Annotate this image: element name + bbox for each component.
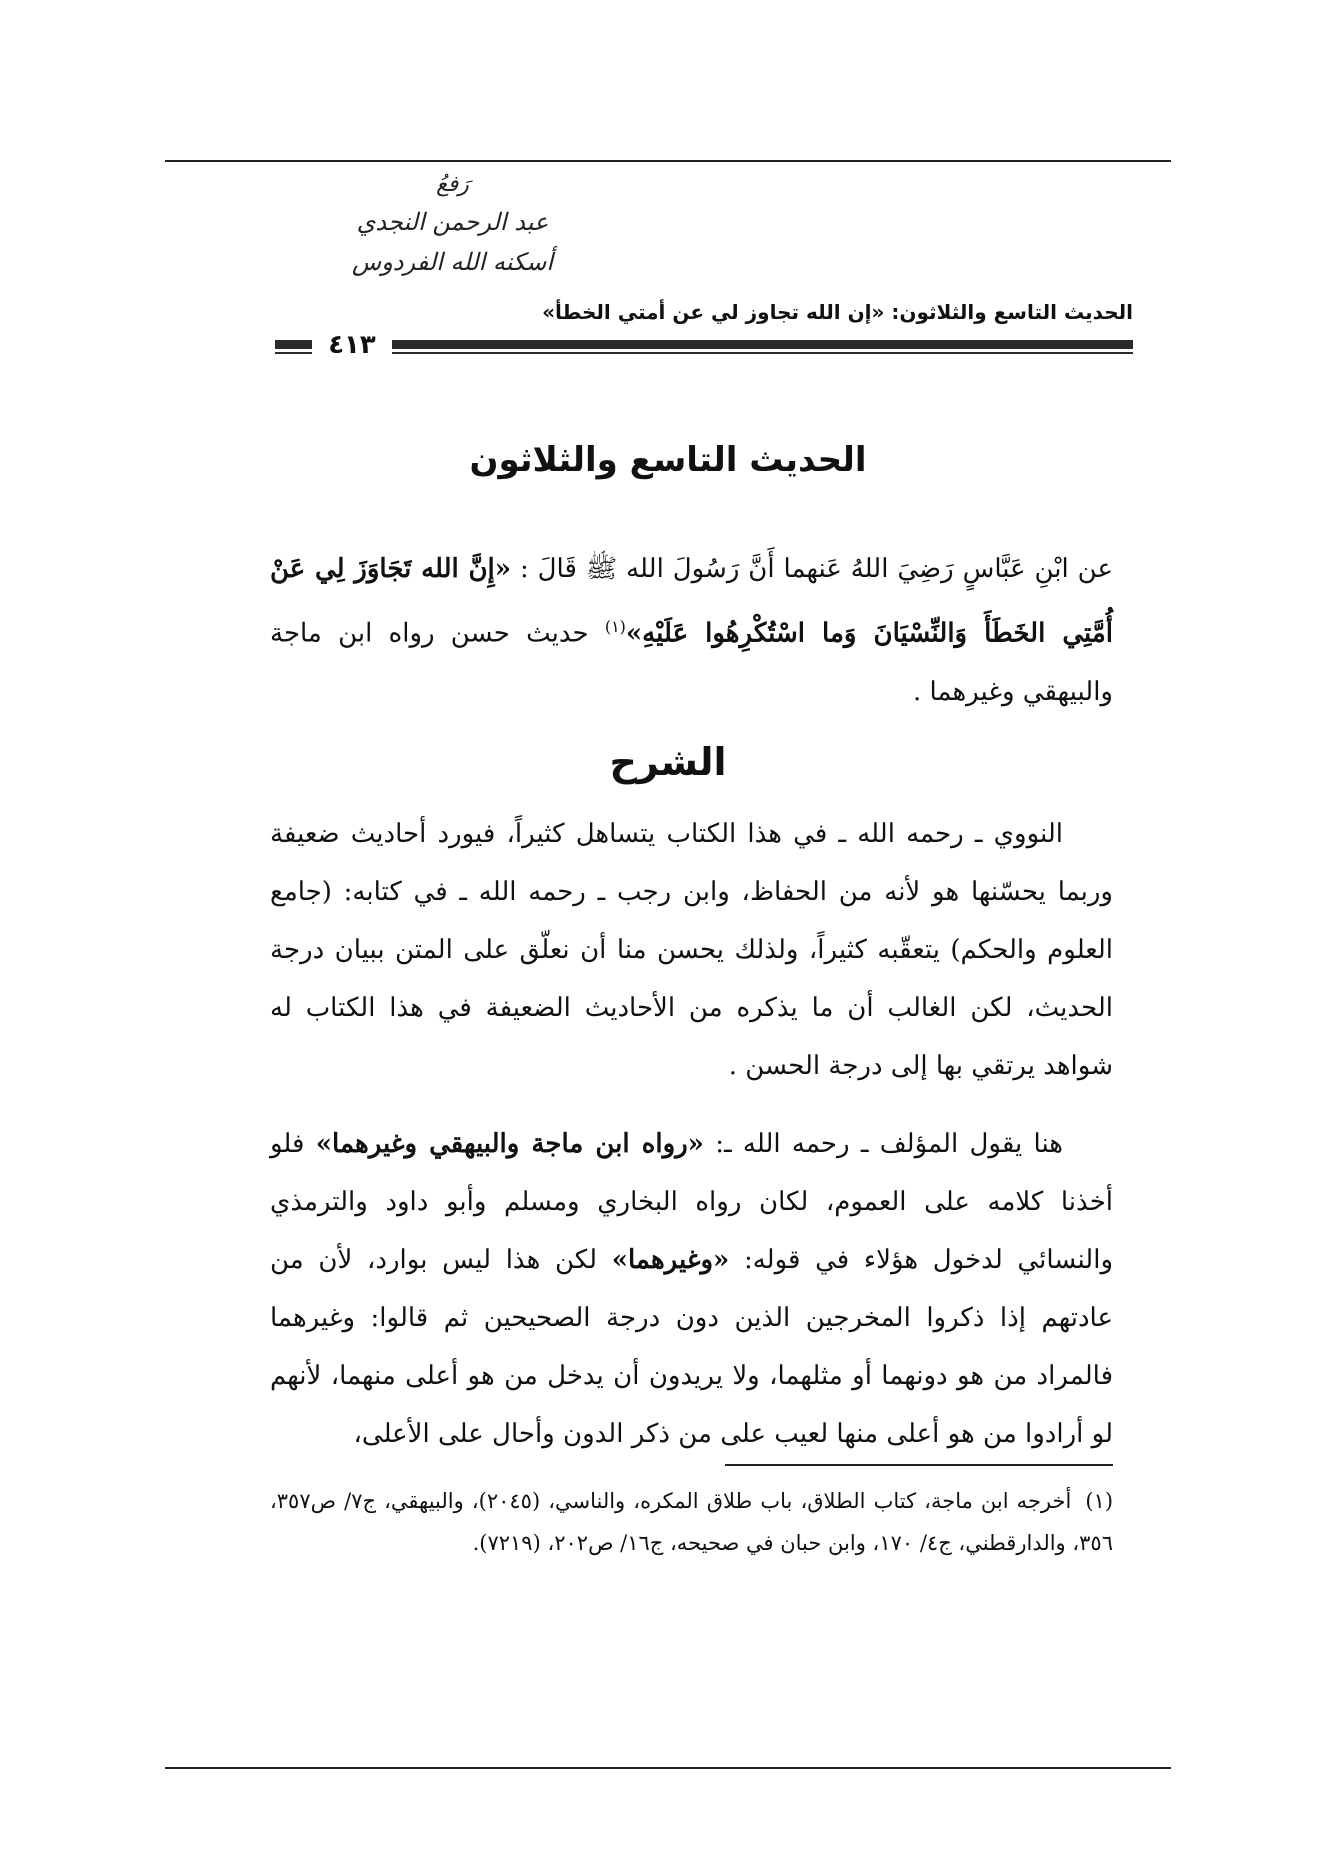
hadith-intro: عن ابْنِ عَبَّاسٍ رَضِيَ اللهُ عَنهما أَنَّ رَسُولَ الله ﷺ قَالَ : [511, 554, 1113, 584]
sharh-title: الشرح [609, 740, 727, 784]
paragraph-2-quote-1: «رواه ابن ماجة والبيهقي وغيرهما» [315, 1129, 704, 1159]
paragraph-2-quote-2: «وغيرهما» [611, 1245, 730, 1275]
paragraph-2-part-1: هنا يقول المؤلف ـ رحمه الله ـ: [703, 1129, 1064, 1159]
paragraph-2-part-2: فلو أخذنا كلامه على العموم، لكان رواه البخاري ومسلم وأبو داود والترمذي والنسائي لدخول هؤلاء في قوله: [270, 1129, 1114, 1275]
paragraph-1: النووي ـ رحمه الله ـ في هذا الكتاب يتساهل كثيراً، فيورد أحاديث ضعيفة وربما يحسّنها هو لأنه من الحفاظ، وابن رجب ـ رحمه الله ـ في كتابه: (جامع العلوم والحكم) يتعقّبه كثيراً، ولذلك يحسن منا أن نعلّق على المتن ببيان درجة الحديث، لكن الغالب أن ما يذكره من الأحاديث الضعيفة في هذا الكتاب له شواهد يرتقي بها إلى درجة الحسن . [270, 819, 1113, 1081]
footnote [270, 1480, 1113, 1564]
footnote-text: أخرجه ابن ماجة، كتاب الطلاق، باب طلاق المكره، والناسي، (٢٠٤٥)، والبيهقي، ج٧/ ص٣٥٧، ٣٥٦، والدارقطني، ج٤/ ١٧٠، وابن حبان في صحيحه، ج١٦/ ص٢٠٢، (٧٢١٩). [270, 1489, 1113, 1555]
header-bar-thin [275, 352, 1133, 354]
hadith-title: الحديث التاسع والثلاثون [469, 440, 867, 480]
footnote-marker: (١) [604, 617, 626, 636]
hadith-quote: «إِنَّ الله تَجَاوَزَ لِي عَنْ أُمَّتِي الخَطَأَ وَالنِّسْيَانَ وَما اسْتُكْرِهُوا عَلَيْهِ» [270, 554, 1113, 649]
owner-stamp [345, 168, 560, 298]
bottom-rule [165, 1767, 1171, 1769]
hadith-text [270, 540, 1113, 721]
hadith-outro: حديث حسن رواه ابن ماجة والبيهقي وغيرهما . [270, 618, 1113, 707]
paragraph-2 [270, 1115, 1113, 1463]
page-number: ٤١٣ [312, 327, 392, 363]
stamp-line-2: عبد الرحمن النجدي [356, 208, 549, 236]
footnote-number: (١) [1085, 1489, 1114, 1513]
footnote-rule [725, 1464, 1113, 1466]
paragraph-2-part-3: لكن هذا ليس بوارد، لأن من عادتهم إذا ذكروا المخرجين الذين دون درجة الصحيحين ثم قالوا: وغيرهما فالمراد من هو دونهما أو مثلهما، ولا يريدون أن يدخل من هو أعلى منهما، لأنهم لو أرادوا من هو أعلى منها لعيب على من ذكر الدون وأحال على الأعلى، [270, 1245, 1113, 1449]
top-rule [165, 160, 1171, 162]
header-bar [275, 340, 1133, 349]
stamp-line-3: أسكنه الله الفردوس [351, 248, 554, 276]
running-head-title: الحديث التاسع والثلاثون: «إن الله تجاوز لي عن أمتي الخطأ» [542, 300, 1133, 324]
stamp-line-1: رَفعُ [436, 172, 469, 197]
header-bar-lead [275, 340, 305, 349]
